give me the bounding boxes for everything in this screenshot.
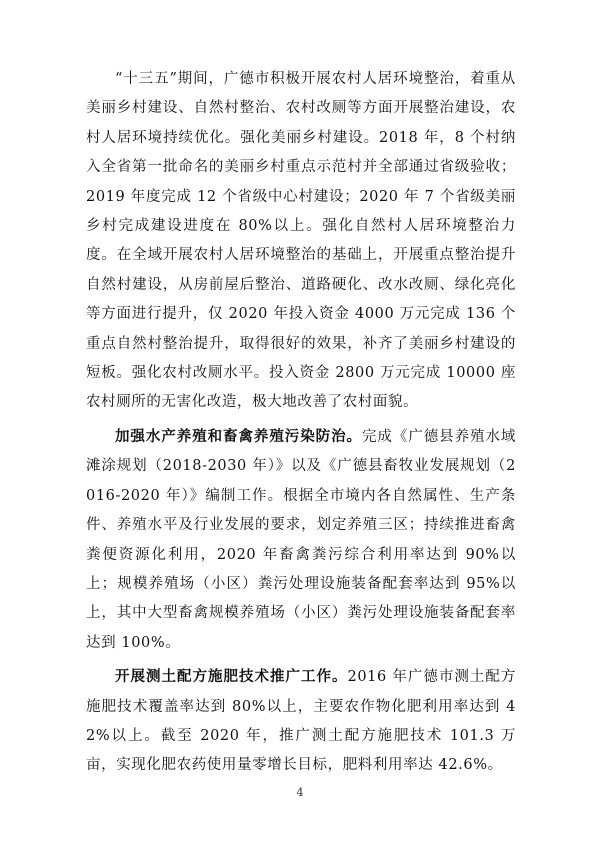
paragraph-aquaculture-livestock bbox=[86, 422, 516, 658]
page-number: 4 bbox=[296, 786, 304, 799]
paragraph-text: 完成《广德县养殖水域滩涂规划（2018-2030 年）》以及《广德县畜牧业发展规划（2016-2020 年）》编制工作。根据全市境内各自然属性、生产条件、养殖水平及行业发展的要求，划定养殖三区；持续推进畜禽粪便资源化利用，2020 年畜禽粪污综合利用率达到 90%以上；规模养殖场（小区）粪污处理设施装备配套率达到 95%以上，其中大型畜禽规模养殖场（小区）粪污处理设施装备配套率达到 100%。 bbox=[86, 428, 516, 651]
paragraph-lead: 开展测土配方施肥技术推广工作。 bbox=[115, 668, 348, 686]
paragraph-text: 2016 年广德市测土配方施肥技术覆盖率达到 80%以上，主要农作物化肥利用率达到 42%以上。截至 2020 年，推广测土配方施肥技术 101.3 万亩，实现化肥农药使用量零增长目标，肥料利用率达 42.6%。 bbox=[86, 669, 517, 774]
paragraph-soil-testing-fertilization bbox=[86, 662, 516, 781]
paragraph-text: “十三五”期间，广德市积极开展农村人居环境整治，着重从美丽乡村建设、自然村整治、农村改厕等方面开展整治建设，农村人居环境持续优化。强化美丽乡村建设。2018 年，8 个村纳入全省第一批命名的美丽乡村重点示范村并全部通过省级验收；2019 年度完成 12 个省级中心村建设；2020 年 7 个省级美丽乡村完成建设进度在 80%以上。强化自然村人居环境整治力度。在全域开展农村人居环境整治的基础上，开展重点整治提升自然村建设，从房前屋后整治、道路硬化、改水改厕、绿化亮化等方面进行提升，仅 2020 年投入资金 4000 万元完成 136 个重点自然村整治提升，取得很好的效果，补齐了美丽乡村建设的短板。强化农村改厕水平。投入资金 2800 万元完成 10000 座农村厕所的无害化改造，极大地改善了农村面貌。 bbox=[86, 71, 516, 411]
paragraph-rural-environment bbox=[86, 64, 516, 418]
paragraph-lead: 加强水产养殖和畜禽养殖污染防治。 bbox=[115, 427, 362, 445]
body-text bbox=[86, 64, 516, 781]
